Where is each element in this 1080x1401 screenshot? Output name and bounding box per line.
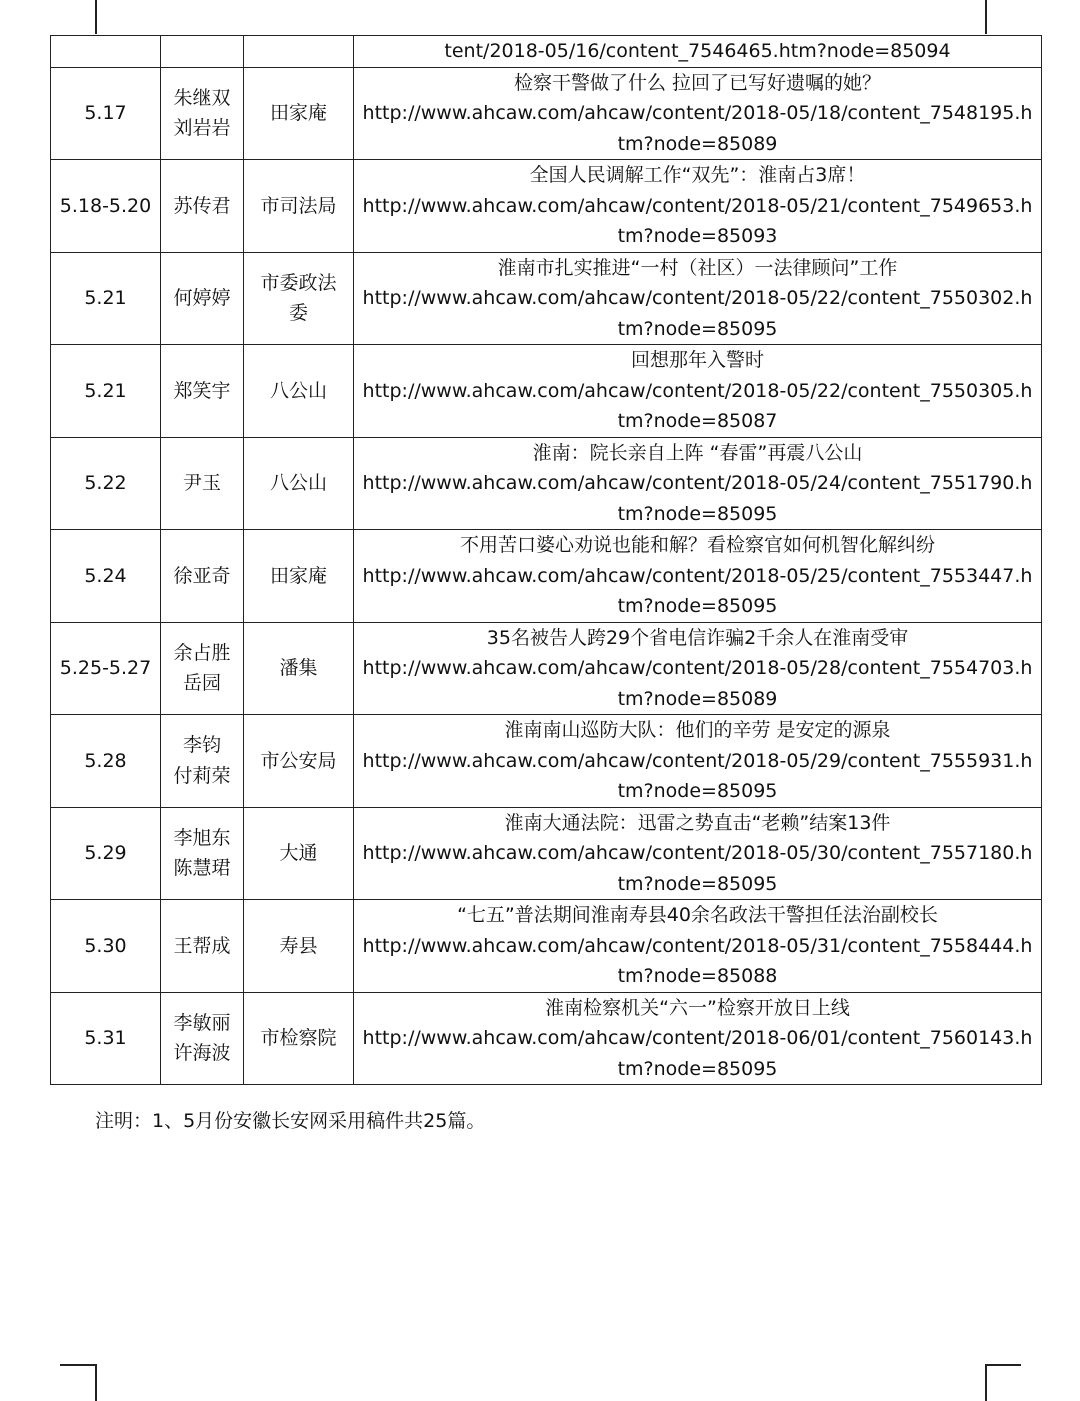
submission-table xyxy=(50,35,1042,1085)
article-title: 淮南检察机关“六一”检察开放日上线 xyxy=(545,996,850,1019)
article-url[interactable]: http://www.ahcaw.com/ahcaw/content/2018-05/22/content_7550305.htm?node=85087 xyxy=(362,379,1033,432)
date-cell xyxy=(51,36,161,68)
article-cell xyxy=(354,530,1042,623)
article-cell xyxy=(354,160,1042,253)
article-url[interactable]: http://www.ahcaw.com/ahcaw/content/2018-05/29/content_7555931.htm?node=85095 xyxy=(362,749,1033,802)
author-cell: 尹玉 xyxy=(161,437,244,530)
author-cell: 余占胜 岳园 xyxy=(161,622,244,715)
author-cell: 王帮成 xyxy=(161,900,244,993)
crop-mark-top-right xyxy=(985,0,987,34)
unit-cell: 寿县 xyxy=(244,900,354,993)
article-title: 检察干警做了什么 拉回了已写好遗嘱的她？ xyxy=(513,71,882,94)
unit-cell: 市司法局 xyxy=(244,160,354,253)
author-cell: 李旭东 陈慧珺 xyxy=(161,807,244,900)
table-body xyxy=(51,36,1042,1085)
article-cell xyxy=(354,252,1042,345)
article-cell xyxy=(354,36,1042,68)
date-cell: 5.21 xyxy=(51,345,161,438)
date-cell: 5.28 xyxy=(51,715,161,808)
unit-cell: 市委政法委 xyxy=(244,252,354,345)
article-cell xyxy=(354,345,1042,438)
crop-mark-bottom-right-h xyxy=(985,1364,1021,1366)
date-cell: 5.24 xyxy=(51,530,161,623)
table-row xyxy=(51,67,1042,160)
unit-cell: 大通 xyxy=(244,807,354,900)
table-row xyxy=(51,345,1042,438)
unit-cell: 市公安局 xyxy=(244,715,354,808)
article-cell xyxy=(354,622,1042,715)
article-cell xyxy=(354,67,1042,160)
article-url[interactable]: http://www.ahcaw.com/ahcaw/content/2018-05/30/content_7557180.htm?node=85095 xyxy=(362,842,1033,895)
unit-cell xyxy=(244,36,354,68)
table-row xyxy=(51,992,1042,1085)
article-title: “七五”普法期间淮南寿县40余名政法干警担任法治副校长 xyxy=(457,904,938,926)
unit-cell: 田家庵 xyxy=(244,67,354,160)
footnote: 注明：1、5月份安徽长安网采用稿件共25篇。 xyxy=(95,1110,486,1132)
table-row xyxy=(51,807,1042,900)
table-row xyxy=(51,252,1042,345)
article-cell xyxy=(354,715,1042,808)
article-title: 35名被告人跨29个省电信诈骗2千余人在淮南受审 xyxy=(486,626,909,649)
author-cell: 徐亚奇 xyxy=(161,530,244,623)
article-url[interactable]: http://www.ahcaw.com/ahcaw/content/2018-05/18/content_7548195.htm?node=85089 xyxy=(362,102,1033,155)
unit-cell: 田家庵 xyxy=(244,530,354,623)
date-cell: 5.22 xyxy=(51,437,161,530)
article-url[interactable]: tent/2018-05/16/content_7546465.htm?node=85094 xyxy=(444,40,951,62)
date-cell: 5.30 xyxy=(51,900,161,993)
date-cell: 5.17 xyxy=(51,67,161,160)
article-cell xyxy=(354,900,1042,993)
article-url[interactable]: http://www.ahcaw.com/ahcaw/content/2018-05/24/content_7551790.htm?node=85095 xyxy=(362,472,1033,525)
author-cell: 何婷婷 xyxy=(161,252,244,345)
table-row xyxy=(51,715,1042,808)
crop-mark-bottom-left-v xyxy=(95,1364,97,1401)
article-title: 淮南南山巡防大队：他们的辛劳 是安定的源泉 xyxy=(504,719,891,741)
article-url[interactable]: http://www.ahcaw.com/ahcaw/content/2018-05/21/content_7549653.htm?node=85093 xyxy=(362,194,1033,247)
crop-mark-top-left xyxy=(95,0,97,34)
table-row xyxy=(51,622,1042,715)
date-cell: 5.25-5.27 xyxy=(51,622,161,715)
author-cell xyxy=(161,36,244,68)
article-cell xyxy=(354,807,1042,900)
article-url[interactable]: http://www.ahcaw.com/ahcaw/content/2018-05/25/content_7553447.htm?node=85095 xyxy=(362,564,1033,617)
crop-mark-bottom-left-h xyxy=(60,1364,96,1366)
article-title: 全国人民调解工作“双先”：淮南占3席！ xyxy=(529,164,866,186)
article-title: 不用苦口婆心劝说也能和解？看检察官如何机智化解纠纷 xyxy=(459,534,935,556)
article-url[interactable]: http://www.ahcaw.com/ahcaw/content/2018-05/31/content_7558444.htm?node=85088 xyxy=(362,934,1033,987)
date-cell: 5.29 xyxy=(51,807,161,900)
article-title: 淮南大通法院：迅雷之势直击“老赖”结案13件 xyxy=(504,811,891,834)
article-title: 回想那年入警时 xyxy=(630,349,764,371)
article-url[interactable]: http://www.ahcaw.com/ahcaw/content/2018-06/01/content_7560143.htm?node=85095 xyxy=(362,1027,1033,1080)
article-cell xyxy=(354,437,1042,530)
author-cell: 朱继双 刘岩岩 xyxy=(161,67,244,160)
date-cell: 5.31 xyxy=(51,992,161,1085)
table-row xyxy=(51,900,1042,993)
article-url[interactable]: http://www.ahcaw.com/ahcaw/content/2018-05/22/content_7550302.htm?node=85095 xyxy=(362,287,1033,340)
date-cell: 5.18-5.20 xyxy=(51,160,161,253)
author-cell: 李敏丽 许海波 xyxy=(161,992,244,1085)
table-row xyxy=(51,160,1042,253)
date-cell: 5.21 xyxy=(51,252,161,345)
article-title: 淮南市扎实推进“一村（社区）一法律顾问”工作 xyxy=(497,256,898,279)
unit-cell: 市检察院 xyxy=(244,992,354,1085)
article-cell xyxy=(354,992,1042,1085)
article-url[interactable]: http://www.ahcaw.com/ahcaw/content/2018-05/28/content_7554703.htm?node=85089 xyxy=(362,657,1033,710)
author-cell: 苏传君 xyxy=(161,160,244,253)
author-cell: 郑笑宇 xyxy=(161,345,244,438)
table-row xyxy=(51,530,1042,623)
crop-mark-bottom-right-v xyxy=(985,1364,987,1401)
article-title: 淮南：院长亲自上阵 “春雷”再震八公山 xyxy=(532,441,863,464)
table-row xyxy=(51,36,1042,68)
unit-cell: 八公山 xyxy=(244,345,354,438)
unit-cell: 潘集 xyxy=(244,622,354,715)
author-cell: 李钧 付莉荣 xyxy=(161,715,244,808)
unit-cell: 八公山 xyxy=(244,437,354,530)
table-row xyxy=(51,437,1042,530)
